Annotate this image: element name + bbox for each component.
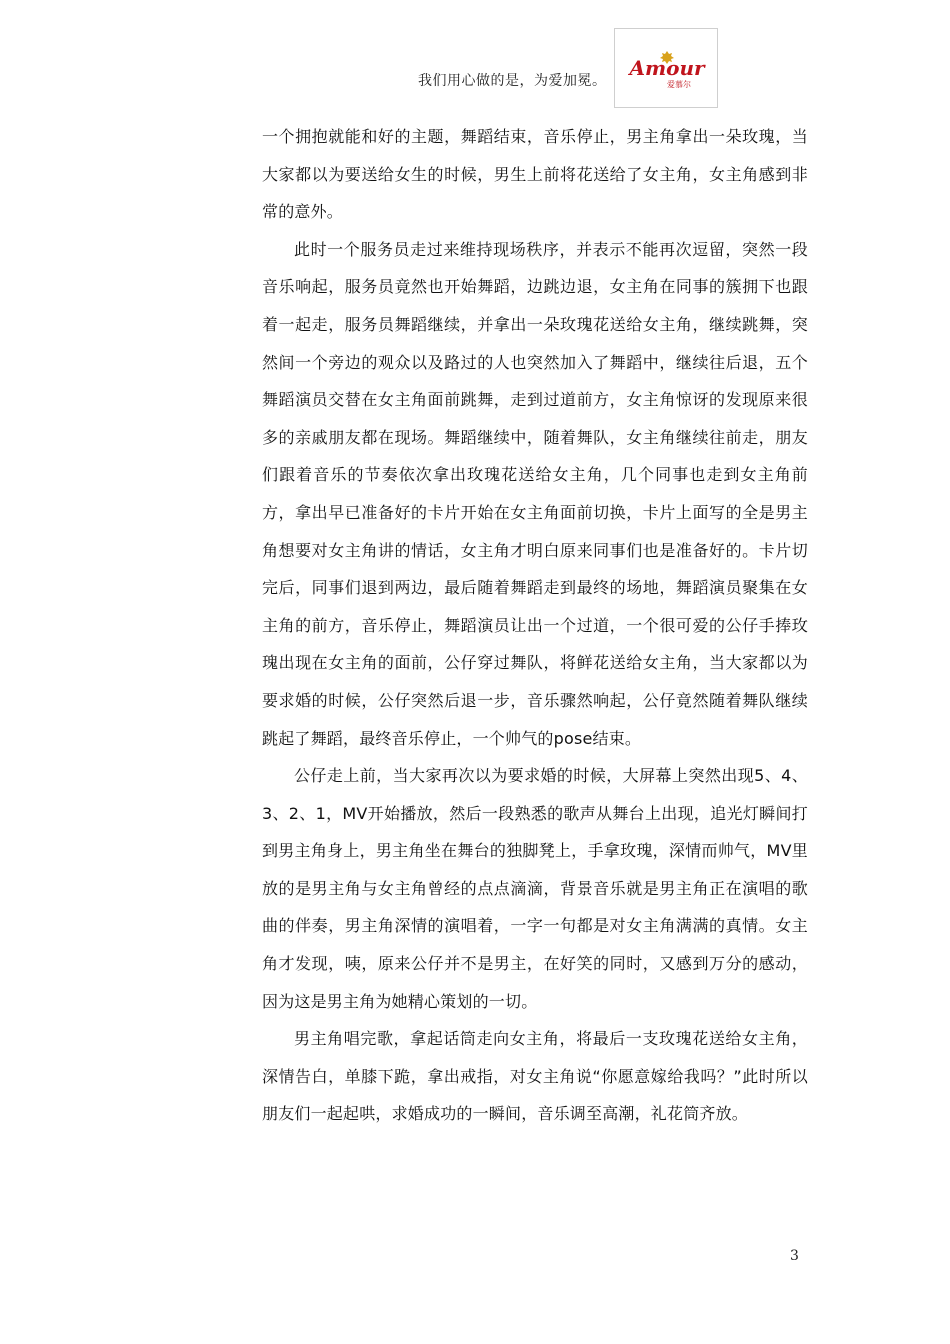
document-body bbox=[262, 118, 808, 1133]
paragraph-2: 此时一个服务员走过来维持现场秩序，并表示不能再次逗留，突然一段音乐响起，服务员竟然也开始舞蹈，边跳边退，女主角在同事的簇拥下也跟着一起走，服务员舞蹈继续，并拿出一朵玫瑰花送给女主角，继续跳舞，突然间一个旁边的观众以及路过的人也突然加入了舞蹈中，继续往后退，五个舞蹈演员交替在女主角面前跳舞，走到过道前方，女主角惊讶的发现原来很多的亲戚朋友都在现场。舞蹈继续中，随着舞队，女主角继续往前走，朋友们跟着音乐的节奏依次拿出玫瑰花送给女主角，几个同事也走到女主角前方，拿出早已准备好的卡片开始在女主角面前切换，卡片上面写的全是男主角想要对女主角讲的情话，女主角才明白原来同事们也是准备好的。卡片切完后，同事们退到两边，最后随着舞蹈走到最终的场地，舞蹈演员聚集在女主角的前方，音乐停止，舞蹈演员让出一个过道，一个很可爱的公仔手捧玫瑰出现在女主角的面前，公仔穿过舞队，将鲜花送给女主角，当大家都以为要求婚的时候，公仔突然后退一步，音乐骤然响起，公仔竟然随着舞队继续跳起了舞蹈，最终音乐停止，一个帅气的pose结束。 bbox=[262, 239, 808, 748]
logo-subtext: 爱慕尔 bbox=[667, 80, 691, 89]
paragraph-3: 公仔走上前，当大家再次以为要求婚的时候，大屏幕上突然出现5、4、3、2、1，MV开始播放，然后一段熟悉的歌声从舞台上出现，追光灯瞬间打到男主角身上，男主角坐在舞台的独脚凳上，手拿玫瑰，深情而帅气，MV里放的是男主角与女主角曾经的点点滴滴，背景音乐就是男主角正在演唱的歌曲的伴奏，男主角深情的演唱着，一字一句都是对女主角满满的真情。女主角才发现，咦，原来公仔并不是男主，在好笑的同时，又感到万分的感动，因为这是男主角为她精心策划的一切。 bbox=[262, 766, 808, 1011]
paragraph-4: 男主角唱完歌，拿起话筒走向女主角，将最后一支玫瑰花送给女主角，深情告白，单膝下跪，拿出戒指，对女主角说“你愿意嫁给我吗？”此时所以朋友们一起起哄，求婚成功的一瞬间，音乐调至高潮，礼花筒齐放。 bbox=[262, 1029, 808, 1124]
paragraph-1: 一个拥抱就能和好的主题，舞蹈结束，音乐停止，男主角拿出一朵玫瑰，当大家都以为要送给女生的时候，男生上前将花送给了女主角，女主角感到非常的意外。 bbox=[262, 127, 808, 222]
amour-logo-icon bbox=[615, 29, 719, 109]
brand-logo bbox=[614, 28, 718, 108]
header-motto: 我们用心做的是，为爱加冕。 bbox=[418, 73, 607, 89]
logo-wordmark: Amour bbox=[629, 56, 705, 80]
page-number: 3 bbox=[790, 1248, 799, 1264]
